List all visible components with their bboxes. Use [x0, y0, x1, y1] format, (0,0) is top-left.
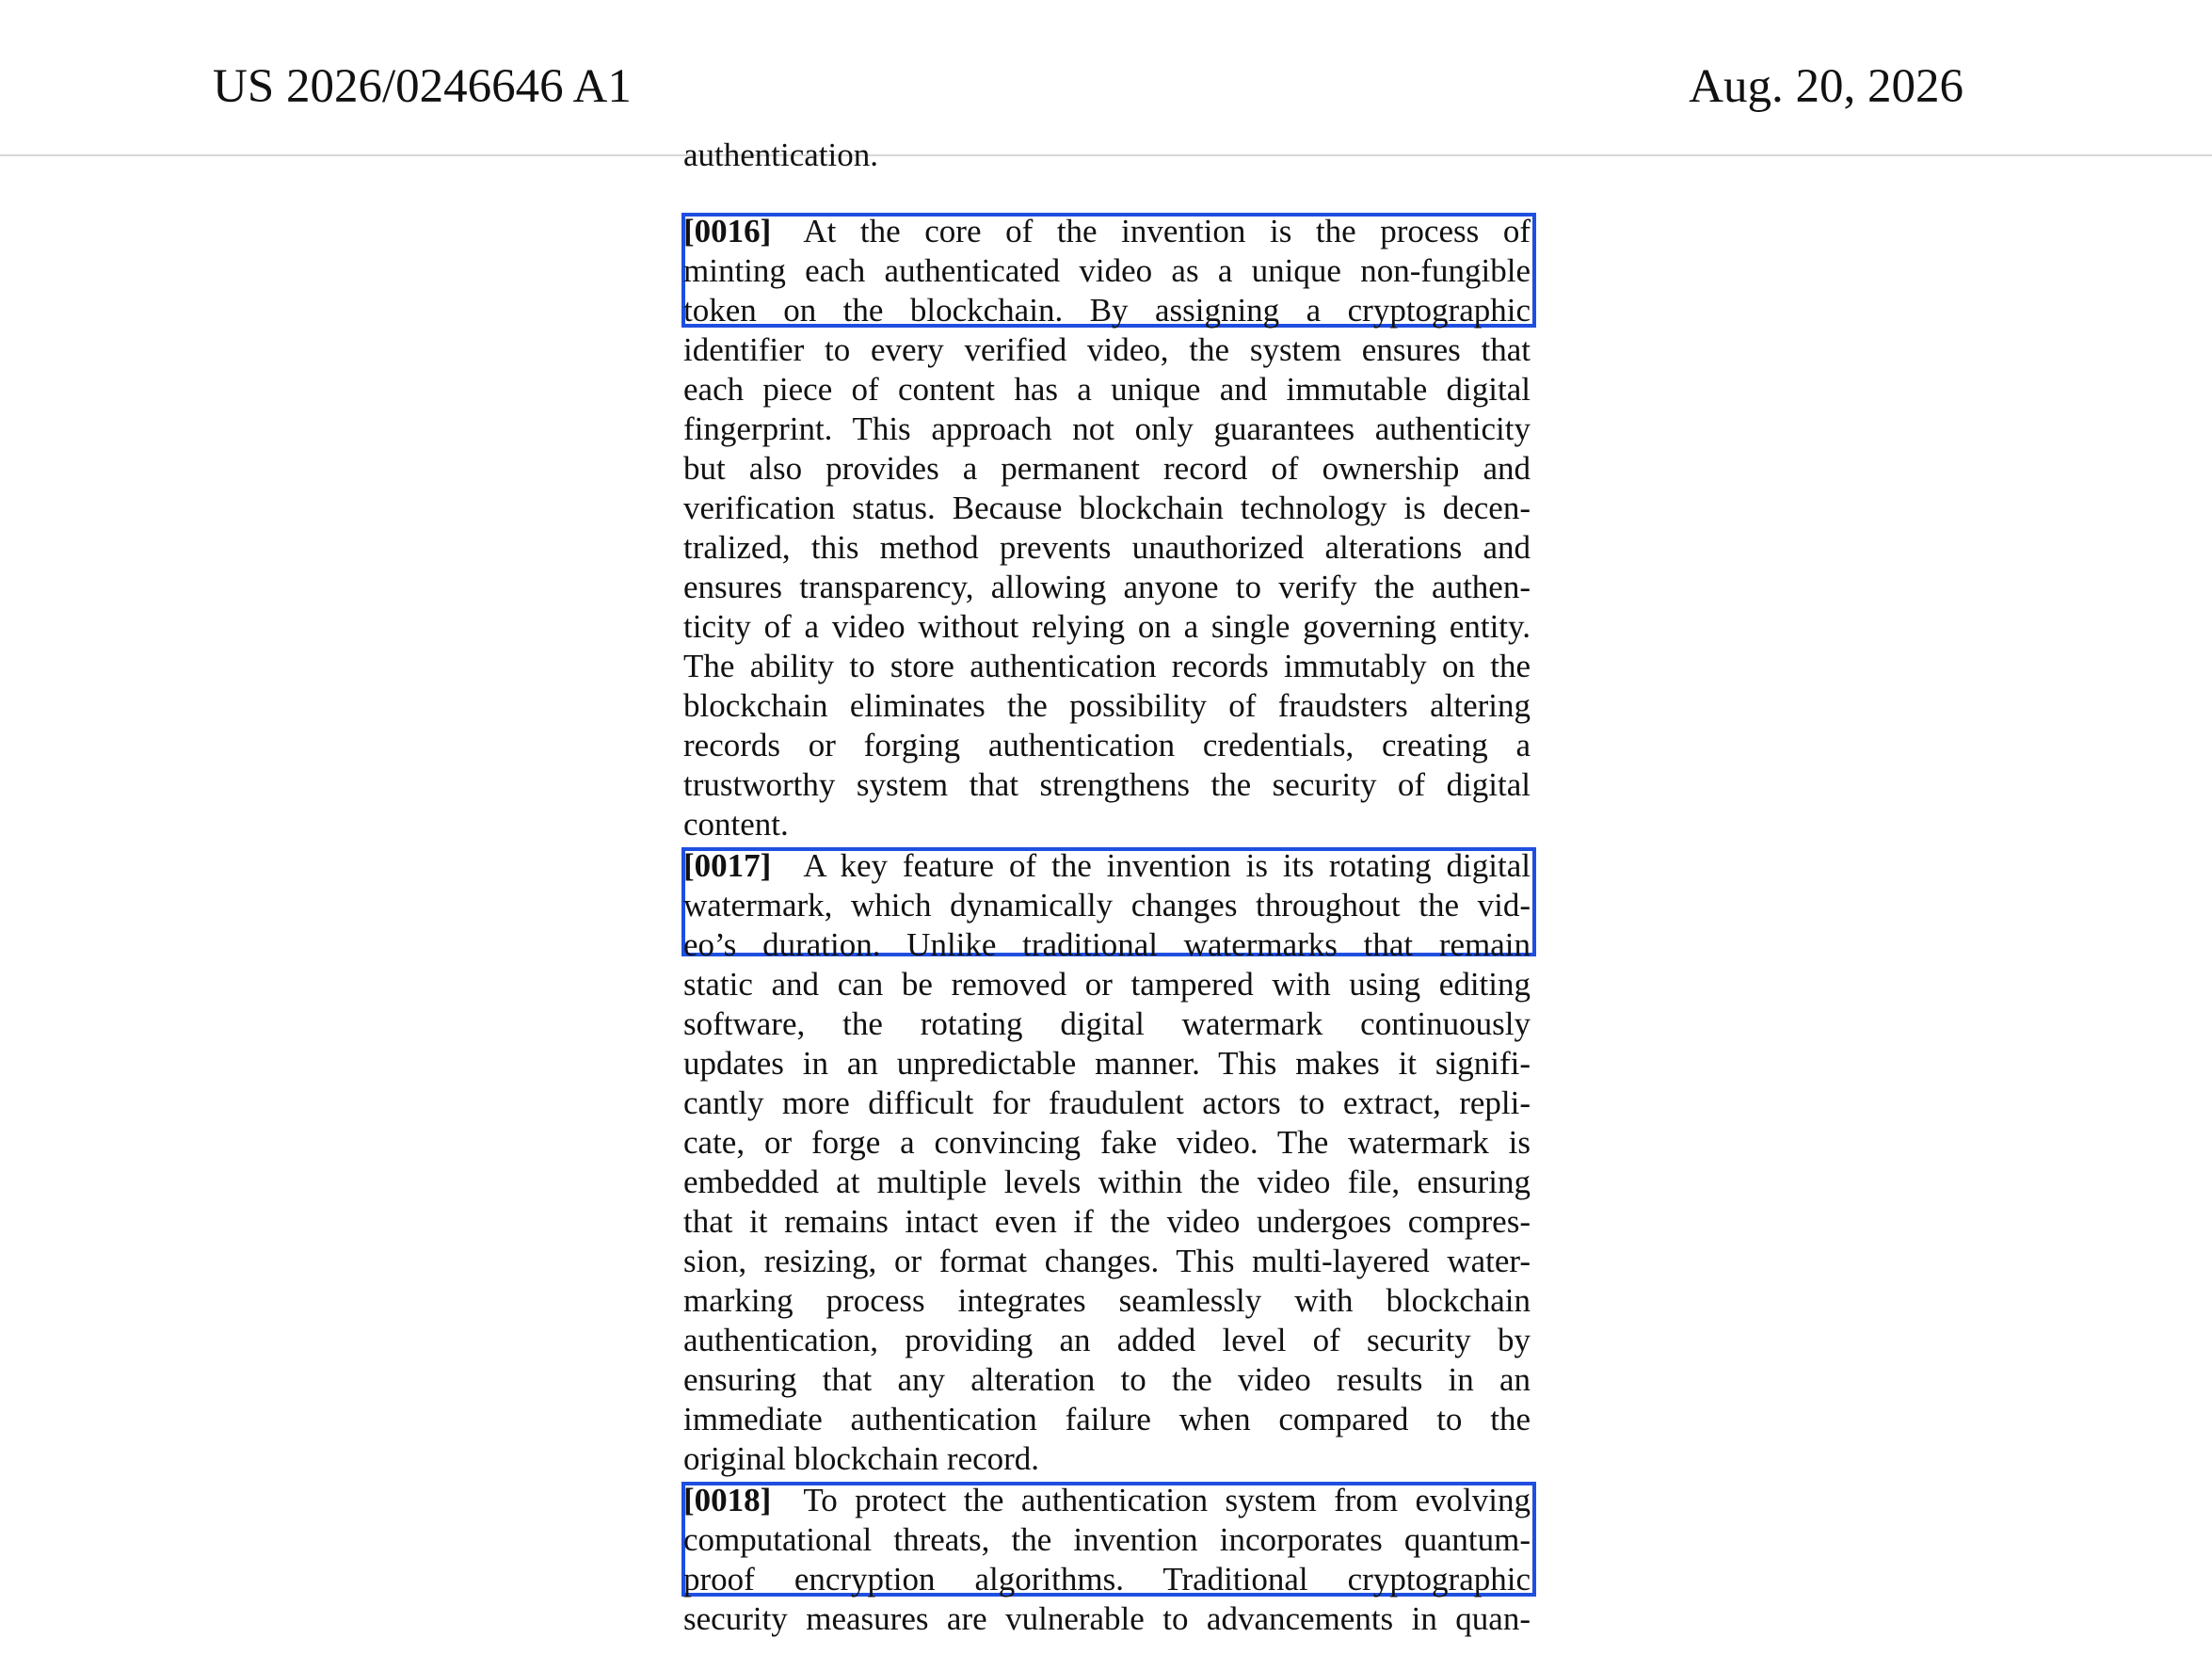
paragraph-line: embedded at multiple levels within the video file, ensuring: [683, 1164, 1531, 1200]
paragraph-line: watermark, which dynamically changes throughout the vid-: [683, 887, 1531, 923]
cut-off-line: authentication.: [683, 136, 879, 173]
paragraph-line: updates in an unpredictable manner. This makes it signifi-: [683, 1045, 1531, 1082]
paragraph-line: cate, or forge a convincing fake video. The watermark is: [683, 1124, 1531, 1161]
page-header: [0, 0, 2212, 156]
paragraph-line: computational threats, the invention incorporates quantum-: [683, 1521, 1531, 1558]
paragraph-line: blockchain eliminates the possibility of fraudsters altering: [683, 687, 1531, 724]
paragraph-line: [0017] A key feature of the invention is its rotating digital: [683, 847, 1531, 884]
paragraph-line: [0016] At the core of the invention is the process of: [683, 213, 1531, 249]
paragraph-line: each piece of content has a unique and immutable digital: [683, 371, 1531, 408]
paragraph-line: content.: [683, 806, 789, 843]
paragraph-line: authentication, providing an added level of security by: [683, 1322, 1531, 1358]
paragraph-line: sion, resizing, or format changes. This multi-layered water-: [683, 1243, 1531, 1279]
paragraph-line: marking process integrates seamlessly with blockchain: [683, 1282, 1531, 1319]
paragraph-line: cantly more difficult for fraudulent actors to extract, repli-: [683, 1084, 1531, 1121]
publication-date: Aug. 20, 2026: [1689, 60, 1964, 113]
paragraph-line: token on the blockchain. By assigning a cryptographic: [683, 292, 1531, 329]
paragraph-line: original blockchain record.: [683, 1440, 1040, 1477]
paragraph-line: The ability to store authentication records immutably on the: [683, 648, 1531, 684]
paragraph-number: [0018]: [683, 1482, 772, 1518]
paragraph-line: fingerprint. This approach not only guarantees authenticity: [683, 410, 1531, 447]
paragraph-line: verification status. Because blockchain technology is decen-: [683, 490, 1531, 526]
paragraph-line: immediate authentication failure when compared to the: [683, 1401, 1531, 1437]
paragraph-line: tralized, this method prevents unauthorized alterations and: [683, 529, 1531, 566]
paragraph-line: ensuring that any alteration to the video results in an: [683, 1361, 1531, 1398]
paragraph-line: ticity of a video without relying on a single governing entity.: [683, 608, 1531, 645]
text-column: [683, 136, 1531, 1637]
paragraph-line: software, the rotating digital watermark continuously: [683, 1005, 1531, 1042]
paragraph-line: identifier to every verified video, the system ensures that: [683, 331, 1531, 368]
paragraph-line: that it remains intact even if the video undergoes compres-: [683, 1203, 1531, 1240]
publication-number: US 2026/0246646 A1: [213, 60, 632, 113]
paragraph-line: but also provides a permanent record of ownership and: [683, 450, 1531, 487]
paragraph-line: static and can be removed or tampered with using editing: [683, 966, 1531, 1003]
paragraph-line: trustworthy system that strengthens the security of digital: [683, 766, 1531, 803]
paragraph-line: eo’s duration. Unlike traditional watermarks that remain: [683, 926, 1531, 963]
paragraph-number: [0017]: [683, 847, 772, 884]
paragraph-line: records or forging authentication credentials, creating a: [683, 727, 1531, 763]
paragraph-line: minting each authenticated video as a unique non-fungible: [683, 252, 1531, 289]
paragraph-number: [0016]: [683, 213, 772, 249]
paragraph-line: [0018] To protect the authentication system from evolving: [683, 1482, 1531, 1518]
paragraph-line: security measures are vulnerable to advancements in quan-: [683, 1600, 1531, 1637]
paragraph-line: ensures transparency, allowing anyone to verify the authen-: [683, 569, 1531, 605]
paragraph-line: proof encryption algorithms. Traditional cryptographic: [683, 1561, 1531, 1598]
